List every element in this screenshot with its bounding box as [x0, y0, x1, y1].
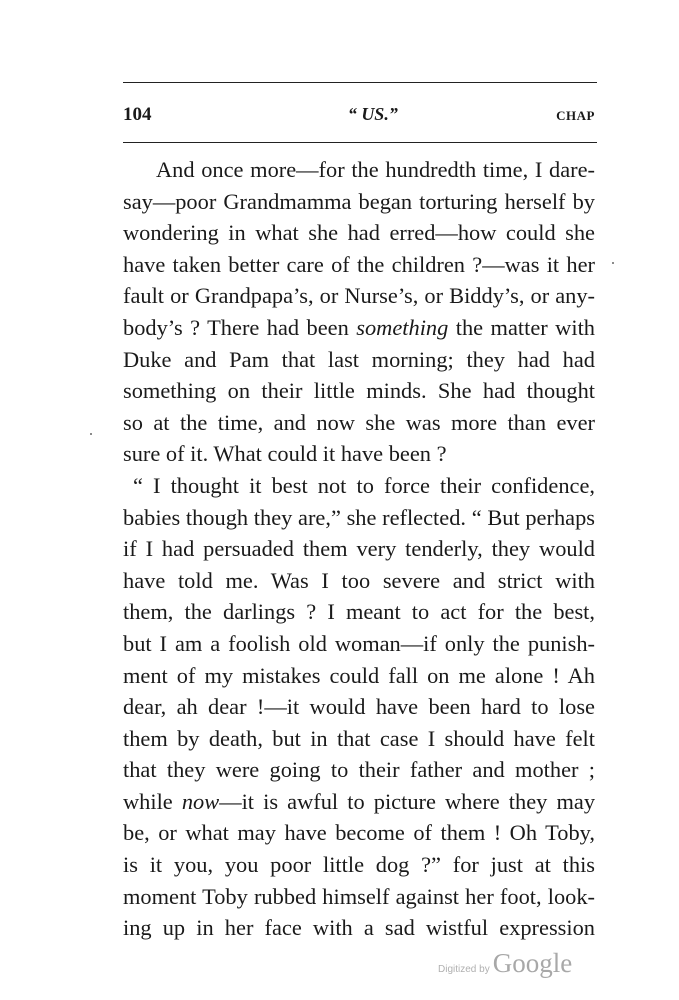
text-line: “ I thought it best not to force their confidence, [133, 472, 595, 498]
paragraph-2 [123, 470, 595, 944]
text-line: but I am a foolish old woman—if only the punish- [123, 630, 595, 656]
text-line: sure of it. What could it have been ? [123, 441, 447, 467]
running-title: “ US.” [347, 104, 398, 124]
header-rule-bottom [123, 142, 597, 143]
text-line: Duke and Pam that last morning; they had had [123, 346, 595, 372]
paragraph-1 [123, 154, 595, 470]
text-line: fault or Grandpapa’s, or Nurse’s, or Biddy’s, or any- [123, 283, 595, 309]
text-line: ment of my mistakes could fall on me alone ! Ah [123, 662, 595, 688]
italic-emphasis: something [356, 314, 449, 340]
text-line: them by death, but in that case I should have felt [123, 725, 595, 751]
page-number: 104 [123, 104, 152, 125]
text-run: —it is awful to picture where they may [219, 788, 596, 814]
text-line [123, 312, 595, 344]
text-line: dear, ah dear !—it would have been hard to lose [123, 694, 595, 720]
header-rule-top [123, 82, 597, 83]
body-text [123, 154, 595, 944]
scan-speck [90, 433, 92, 435]
text-line: have taken better care of the children ?—was it her [123, 251, 595, 277]
text-line: babies though they are,” she reflected. “ But perhaps [123, 504, 595, 530]
text-line: wondering in what she had erred—how could she [123, 220, 595, 246]
text-line [123, 786, 595, 818]
text-run: body’s ? There had been [123, 314, 357, 340]
text-line: ing up in her face with a sad wistful expression [123, 915, 595, 941]
italic-emphasis: now [181, 788, 220, 814]
text-line: have told me. Was I too severe and strict with [123, 567, 595, 593]
digitization-watermark [438, 948, 572, 979]
text-line: be, or what may have become of them ! Oh Toby, [123, 820, 595, 846]
chapter-label: CHAP [556, 108, 595, 123]
text-line: something on their little minds. She had thought [123, 378, 595, 404]
text-line: moment Toby rubbed himself against her foot, look- [123, 883, 595, 909]
google-logo: Google [492, 948, 573, 978]
text-line: say—poor Grandmamma began torturing herself by [123, 188, 595, 214]
watermark-prefix: Digitized by [438, 964, 490, 975]
scan-speck [612, 262, 614, 264]
text-line: if I had persuaded them very tenderly, they would [123, 536, 595, 562]
text-line: And once more—for the hundredth time, I dare- [156, 157, 595, 182]
text-run: while [123, 788, 182, 814]
text-run: the matter with [448, 314, 595, 340]
text-line: is it you, you poor little dog ?” for just at this [123, 852, 595, 878]
text-line: that they were going to their father and mother ; [123, 757, 595, 783]
text-line: them, the darlings ? I meant to act for the best, [123, 599, 595, 625]
text-line: so at the time, and now she was more than ever [123, 409, 595, 435]
running-header [123, 104, 595, 130]
